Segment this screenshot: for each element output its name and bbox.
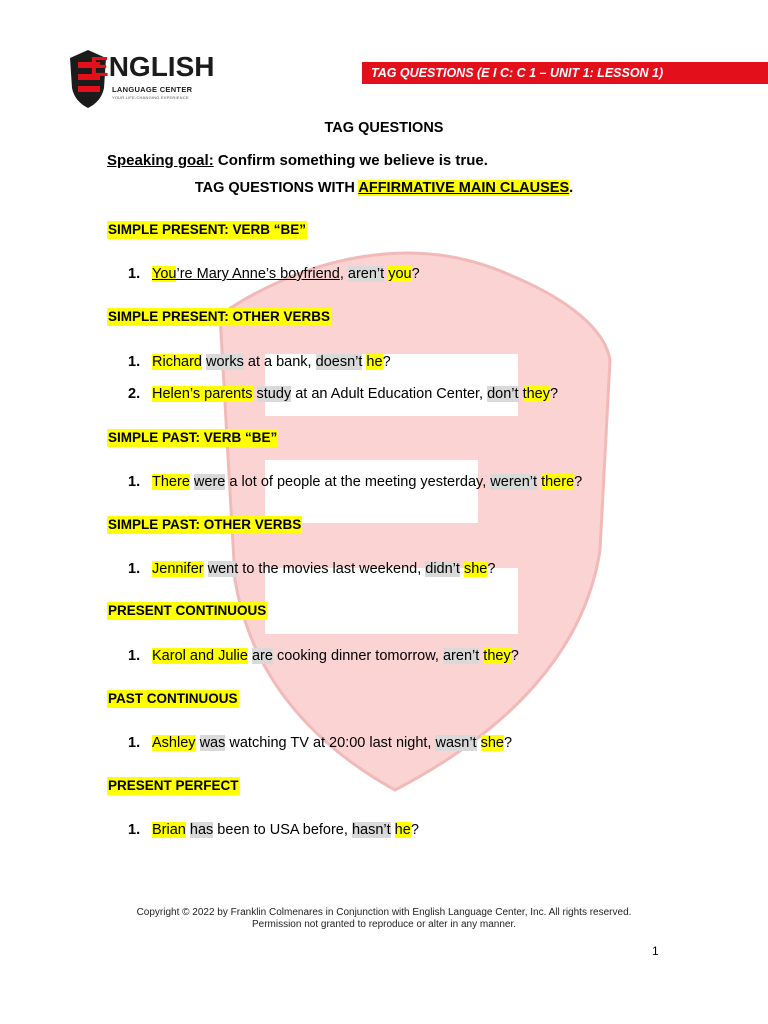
english-center-logo: [68, 48, 215, 110]
section-heading: SIMPLE PAST: OTHER VERBS: [108, 517, 302, 532]
subtitle-highlight: AFFIRMATIVE MAIN CLAUSES: [358, 180, 570, 196]
example-sentence: 1. Karol and Julie are cooking dinner tomorrow, aren’t they?: [128, 648, 519, 664]
example-sentence: 1. Richard works at a bank, doesn’t he?: [128, 354, 391, 370]
example-sentence: 1. Ashley was watching TV at 20:00 last night, wasn’t she?: [128, 735, 513, 751]
logo-wordmark: [90, 52, 214, 82]
section-subtitle: TAG QUESTIONS WITH AFFIRMATIVE MAIN CLAUSES.: [194, 180, 574, 196]
section-heading: PRESENT CONTINUOUS: [108, 603, 267, 618]
example-sentence: 1. You’re Mary Anne’s boyfriend, aren’t you?: [128, 266, 420, 282]
page-number: 1: [652, 944, 659, 958]
example-sentence: 1. Brian has been to USA before, hasn’t he?: [128, 822, 419, 838]
logo-letter-e: E: [90, 51, 109, 82]
copyright-notice: Copyright © 2022 by Franklin Colmenares in Conjunction with English Language Center, Inc. All rights reserved. Permission not granted to reproduce or alter in any manner.: [136, 907, 632, 930]
example-sentence: 2. Helen’s parents study at an Adult Education Center, don’t they?: [128, 386, 559, 402]
section-heading: SIMPLE PRESENT: OTHER VERBS: [108, 309, 331, 324]
example-sentence: 1. There were a lot of people at the meeting yesterday, weren’t there?: [128, 474, 583, 490]
section-heading: PRESENT PERFECT: [108, 778, 239, 793]
header-bar: TAG QUESTIONS (E I C: C 1 – UNIT 1: LESSON 1): [362, 62, 768, 84]
example-sentence: 1. Jennifer went to the movies last weekend, didn’t she?: [128, 561, 496, 577]
goal-text: Confirm something we believe is true: [213, 152, 484, 169]
section-heading: SIMPLE PRESENT: VERB “BE”: [108, 222, 307, 237]
logo-word-rest: NGLISH: [108, 51, 215, 82]
goal-label: Speaking goal:: [107, 152, 214, 169]
section-heading: PAST CONTINUOUS: [108, 691, 238, 706]
section-heading: SIMPLE PAST: VERB “BE”: [108, 430, 278, 445]
speaking-goal: Speaking goal: Confirm something we believe is true.: [107, 152, 488, 169]
logo-subtitle: LANGUAGE CENTER: [112, 85, 193, 94]
page-title: TAG QUESTIONS: [324, 120, 444, 136]
logo-tagline: YOUR LIFE-CHANGING EXPERIENCE: [112, 95, 189, 100]
